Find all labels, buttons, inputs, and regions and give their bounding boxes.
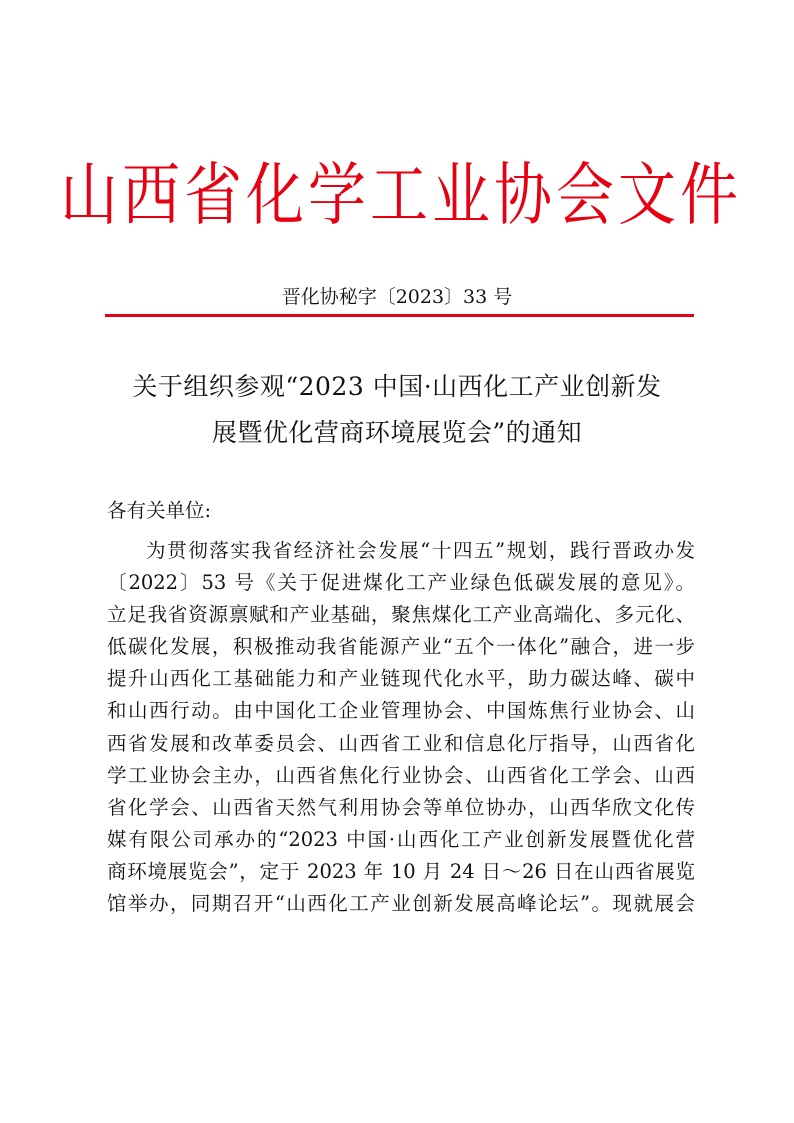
body-line: 学工业协会主办，山西省焦化行业协会、山西省化工学会、山西 [107,763,695,787]
body-line: 立足我省资源禀赋和产业基础，聚焦煤化工产业高端化、多元化、 [107,603,695,627]
title-line-2: 展暨优化营商环境展览会”的通知 [211,418,583,447]
body-line: 和山西行动。由中国化工企业管理协会、中国炼焦行业协会、山 [107,699,695,723]
red-divider-rule [105,314,694,317]
body-line: 商环境展览会”，定于 2023 年 10 月 24 日～26 日在山西省展览 [107,859,695,883]
body-line: 西省发展和改革委员会、山西省工业和信息化厅指导，山西省化 [107,731,695,755]
title-line-1: 关于组织参观“2023 中国·山西化工产业创新发 [132,372,662,401]
body-line: 提升山西化工基础能力和产业链现代化水平，助力碳达峰、碳中 [107,667,695,691]
body-paragraph [107,535,695,920]
salutation: 各有关单位: [107,499,212,522]
body-line: 省化学会、山西省天然气利用协会等单位协办，山西华欣文化传 [107,795,695,819]
body-line: 馆举办，同期召开“山西化工产业创新发展高峰论坛”。现就展会 [107,892,695,916]
document-title [100,364,694,456]
body-line: 〔2022〕53 号《关于促进煤化工产业绿色低碳发展的意见》。 [107,571,695,595]
body-line: 媒有限公司承办的“2023 中国·山西化工产业创新发展暨优化营 [107,827,695,851]
document-masthead: 山西省化学工业协会文件 [60,154,743,236]
body-line: 为贯彻落实我省经济社会发展“十四五”规划，践行晋政办发 [146,539,695,562]
body-line: 低碳化发展，积极推动我省能源产业“五个一体化”融合，进一步 [107,635,695,659]
document-number: 晋化协秘字〔2023〕33 号 [281,286,513,308]
